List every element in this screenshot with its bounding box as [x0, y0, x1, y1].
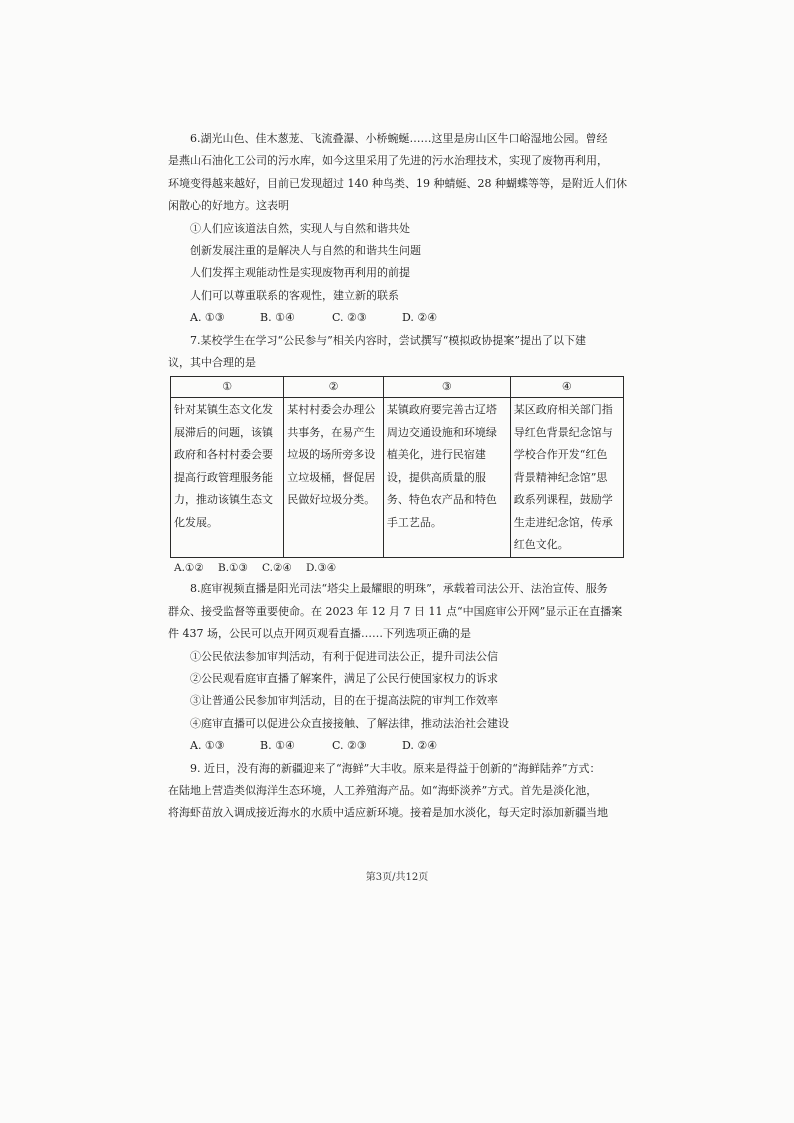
cell-2-line: 某村村委会办理公 — [287, 403, 376, 417]
question-7-table — [170, 376, 624, 558]
question-7-cell-1 — [171, 398, 284, 558]
question-6 — [168, 128, 630, 330]
question-7-header-3: ③ — [383, 377, 510, 398]
question-7-table-header-row — [171, 377, 624, 398]
question-7-cell-4 — [510, 398, 623, 558]
cell-4-line: 政系列课程，鼓励学 — [513, 493, 613, 507]
cell-1-line: 化发展。 — [174, 515, 218, 529]
question-9-line-2: 在陆地上营造类似海洋生态环境，人工养殖海产品。如“海虾淡养”方式。首先是淡化池， — [168, 783, 598, 797]
question-6-line-4: 闲散心的好地方。这表明 — [168, 199, 289, 213]
question-7-header-4: ④ — [510, 377, 623, 398]
cell-3-line: 设，提供高质量的服 — [386, 470, 486, 484]
question-6-statement-4: 人们可以尊重联系的客观性，建立新的联系 — [190, 288, 399, 302]
cell-4-line: 背景精神纪念馆”思 — [513, 470, 608, 484]
question-8-statement-4: ④庭审直播可以促进公众直接接触、了解法律，推动法治社会建设 — [190, 716, 509, 730]
question-7-table-row — [171, 398, 624, 558]
cell-1-line: 力，推动该镇生态文 — [174, 493, 273, 507]
cell-2-line: 垃圾的场所旁多设 — [287, 448, 376, 462]
cell-2-line: 民做好垃圾分类。 — [287, 493, 376, 507]
question-6-option-a: A. ①③ — [190, 311, 225, 325]
question-8-statement-2: ②公民观看庭审直播了解案件，满足了公民行使国家权力的诉求 — [190, 671, 498, 685]
question-6-statement-2: 创新发展注重的是解决人与自然的和谐共生问题 — [190, 244, 421, 258]
question-7-line-1: 7.某校学生在学习“公民参与”相关内容时，尝试撰写“模拟政协提案”提出了以下建 — [190, 333, 586, 347]
question-8-option-a: A. ①③ — [190, 739, 225, 753]
cell-2-line: 共事务，在易产生 — [287, 425, 376, 439]
question-7-header-2: ② — [284, 377, 384, 398]
question-8-line-2: 群众、接受监督等重要使命。在 2023 年 12 月 7 日 11 点“中国庭审公开网”显示正在直播案 — [168, 604, 623, 618]
question-7-cell-3 — [383, 398, 510, 558]
question-8-options — [168, 735, 630, 757]
question-6-line-1: 6.湖光山色、佳木葱茏、飞流叠瀑、小桥蜿蜒……这里是房山区牛口峪湿地公园。曾经 — [190, 132, 608, 145]
question-8-line-1: 8.庭审视频直播是阳光司法“塔尖上最耀眼的明珠”，承载着司法公开、法治宣传、服务 — [190, 582, 608, 596]
question-8-option-c: C. ②③ — [332, 739, 367, 753]
question-7-option-a: A.①② — [174, 562, 204, 575]
cell-3-line: 手工艺品。 — [386, 515, 442, 529]
question-6-option-c: C. ②③ — [332, 311, 367, 325]
cell-4-line: 导红色背景纪念馆与 — [513, 425, 613, 439]
cell-2-line: 立垃圾桶，督促居 — [287, 470, 376, 484]
question-6-line-3: 环境变得越来越好，目前已发现超过 140 种鸟类、19 种蜻蜓、28 种蝴蝶等等，是附近人们休 — [168, 176, 627, 190]
question-9 — [168, 758, 630, 825]
page-number-footer: 第3页/共12页 — [365, 872, 429, 883]
question-7-option-b: B.①③ — [218, 562, 248, 575]
question-6-statement-3: 人们发挥主观能动性是实现废物再利用的前提 — [190, 266, 410, 280]
question-7-option-d: D.③④ — [306, 562, 337, 575]
question-9-line-1: 9. 近日，没有海的新疆迎来了“海鲜”大丰收。原来是得益于创新的“海鲜陆养”方式： — [190, 761, 601, 775]
page-content — [168, 128, 630, 825]
question-6-option-b: B. ①④ — [260, 311, 295, 325]
question-6-line-2: 是燕山石油化工公司的污水库，如今这里采用了先进的污水治理技术，实现了废物再利用， — [168, 154, 608, 168]
cell-4-line: 某区政府相关部门指 — [513, 403, 613, 417]
question-7-line-2: 议，其中合理的是 — [168, 356, 256, 370]
cell-1-line: 政府和各村村委会要 — [174, 448, 273, 462]
question-7-cell-2 — [284, 398, 384, 558]
question-8-option-b: B. ①④ — [260, 739, 295, 753]
cell-4-line: 红色文化。 — [513, 537, 569, 551]
question-6-statement-1: ①人们应该道法自然，实现人与自然和谐共处 — [190, 221, 410, 235]
cell-1-line: 展滞后的问题，该镇 — [174, 425, 273, 439]
question-7-options — [168, 558, 630, 578]
cell-4-line: 生走进纪念馆，传承 — [513, 515, 613, 529]
question-8-statement-1: ①公民依法参加审判活动，有利于促进司法公正，提升司法公信 — [190, 649, 498, 663]
question-8-option-d: D. ②④ — [402, 739, 438, 753]
question-8-line-3: 件 437 场，公民可以点开网页观看直播……下列选项正确的是 — [168, 627, 471, 641]
question-6-options — [168, 307, 630, 329]
cell-1-line: 针对某镇生态文化发 — [174, 403, 273, 417]
cell-4-line: 学校合作开发“红色 — [513, 448, 608, 462]
question-8-statement-3: ③让普通公民参加审判活动，目的在于提高法院的审判工作效率 — [190, 694, 498, 708]
cell-3-line: 周边交通设施和环境绿 — [386, 425, 497, 439]
question-7-header-1: ① — [171, 377, 284, 398]
cell-1-line: 提高行政管理服务能 — [174, 470, 273, 484]
question-7 — [168, 330, 630, 579]
cell-3-line: 某镇政府要完善古辽塔 — [386, 403, 497, 417]
cell-3-line: 植美化，进行民宿建 — [386, 448, 486, 462]
question-8 — [168, 578, 630, 757]
question-7-option-c: C.②④ — [262, 562, 292, 575]
cell-3-line: 务、特色农产品和特色 — [386, 493, 497, 507]
question-9-line-3: 将海虾苗放入调成接近海水的水质中适应新环境。接着是加水淡化，每天定时添加新疆当地 — [168, 806, 608, 820]
question-6-option-d: D. ②④ — [402, 311, 438, 325]
